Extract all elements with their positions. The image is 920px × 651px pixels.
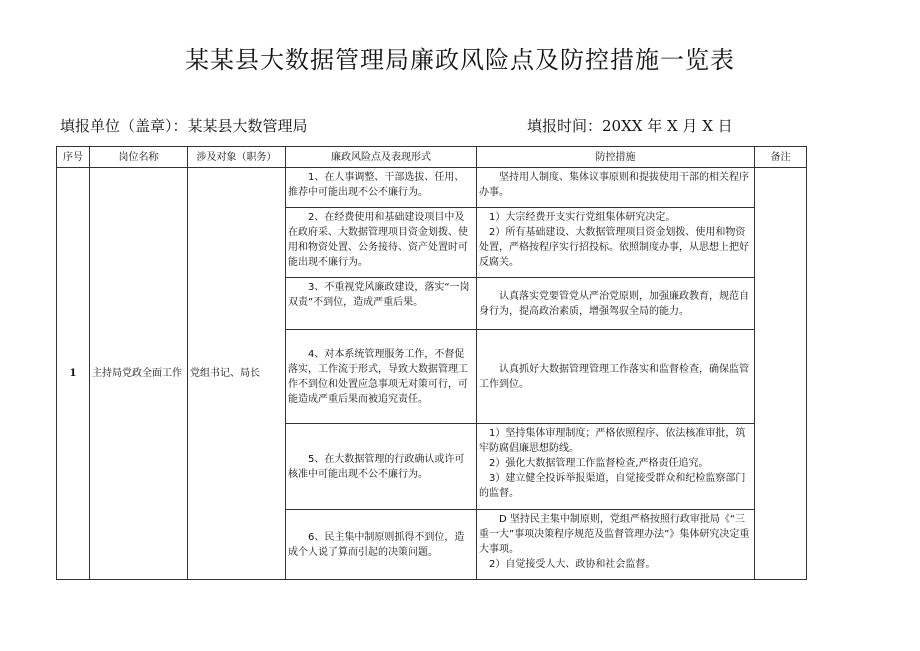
measure-line: 认真抓好大数据管理管理工作落实和监督检查，确保监管工作到位。 — [479, 363, 749, 390]
header-post: 岗位名称 — [90, 147, 188, 168]
risk-cell: 2、在经费使用和基础建设项目中及在政府采、大数据管理项目资金划拨、使用和物资处置、公务接待、资产处置时可能出现不廉行为。 — [286, 208, 477, 278]
post-cell: 主持局党政全面工作 — [90, 168, 188, 580]
risk-cell: 5、在大数据管理的行政确认或许可核准中可能出现不公不廉行为。 — [286, 424, 477, 510]
measures-cell — [477, 208, 755, 278]
header-seq: 序号 — [57, 147, 90, 168]
risk-cell: 4、对本系统管理服务工作，不督促落实，工作流于形式，导致大数据管理工作不到位和处置应急事项无对策可行，可能造成严重后果而被追究责任。 — [286, 330, 477, 424]
measures-cell — [477, 330, 755, 424]
measure-line: 坚持用人制度、集体议事原则和提拔使用干部的相关程序办事。 — [479, 172, 749, 198]
seq-cell: 1 — [57, 168, 90, 580]
header-remarks: 备注 — [755, 147, 807, 168]
measure-line: 2）强化大数据管理工作监督检查,严格责任追究。 — [489, 458, 709, 469]
header-object: 涉及对象（职务） — [188, 147, 286, 168]
remarks-cell — [755, 168, 807, 580]
measure-line: D 坚持民主集中制原则，党组严格按照行政审批局《“三重一大”事项决策程序规范及监督管理办法”》集体研究决定重大事项。 — [479, 514, 750, 555]
risk-cell: 1、在人事调整、干部选拔、任用、推荐中可能出现不公不廉行为。 — [286, 168, 477, 208]
fill-unit: 填报单位（盖章）：某某县大数管理局 — [60, 117, 308, 135]
object-cell: 党组书记、局长 — [188, 168, 286, 580]
measures-cell — [477, 168, 755, 208]
measure-line: 3）建立健全投诉举报渠道，自觉接受群众和纪检监察部门的监督。 — [479, 473, 746, 499]
measure-line: 2）所有基础建设、大数据管理项目资金划拨、使用和物资处置，严格按程序实行招投标。依照制度办事，从思想上把好反腐关。 — [479, 227, 749, 268]
measure-line: 认真落实党要管党从严治党原则，加强廉政教育，规范自身行为，提高政治素质，增强驾驭全局的能力。 — [479, 290, 749, 317]
header-risk: 廉政风险点及表现形式 — [286, 147, 477, 168]
measures-cell — [477, 278, 755, 330]
risk-cell: 6、民主集中制原则抓得不到位，造成个人说了算而引起的决策问题。 — [286, 510, 477, 580]
measure-line: 1）坚持集体审理制度；严格依照程序、依法核准审批，筑牢防腐倡廉思想防线。 — [479, 428, 746, 454]
table-row — [57, 168, 807, 208]
table-header-row — [57, 147, 807, 168]
header-measures: 防控措施 — [477, 147, 755, 168]
measure-line: 1）大宗经费开支实行党组集体研究决定。 — [489, 212, 676, 223]
measure-line: 2）自觉接受人大、政协和社会监督。 — [489, 559, 656, 570]
page-title: 某某县大数据管理局廉政风险点及防控措施一览表 — [185, 46, 735, 74]
measures-cell — [477, 510, 755, 580]
measures-cell — [477, 424, 755, 510]
fill-time: 填报时间：20XX 年 X 月 X 日 — [527, 117, 733, 135]
risk-table — [56, 146, 807, 580]
risk-cell: 3、不重视党风廉政建设，落实“一岗双责”不到位，造成严重后果。 — [286, 278, 477, 330]
